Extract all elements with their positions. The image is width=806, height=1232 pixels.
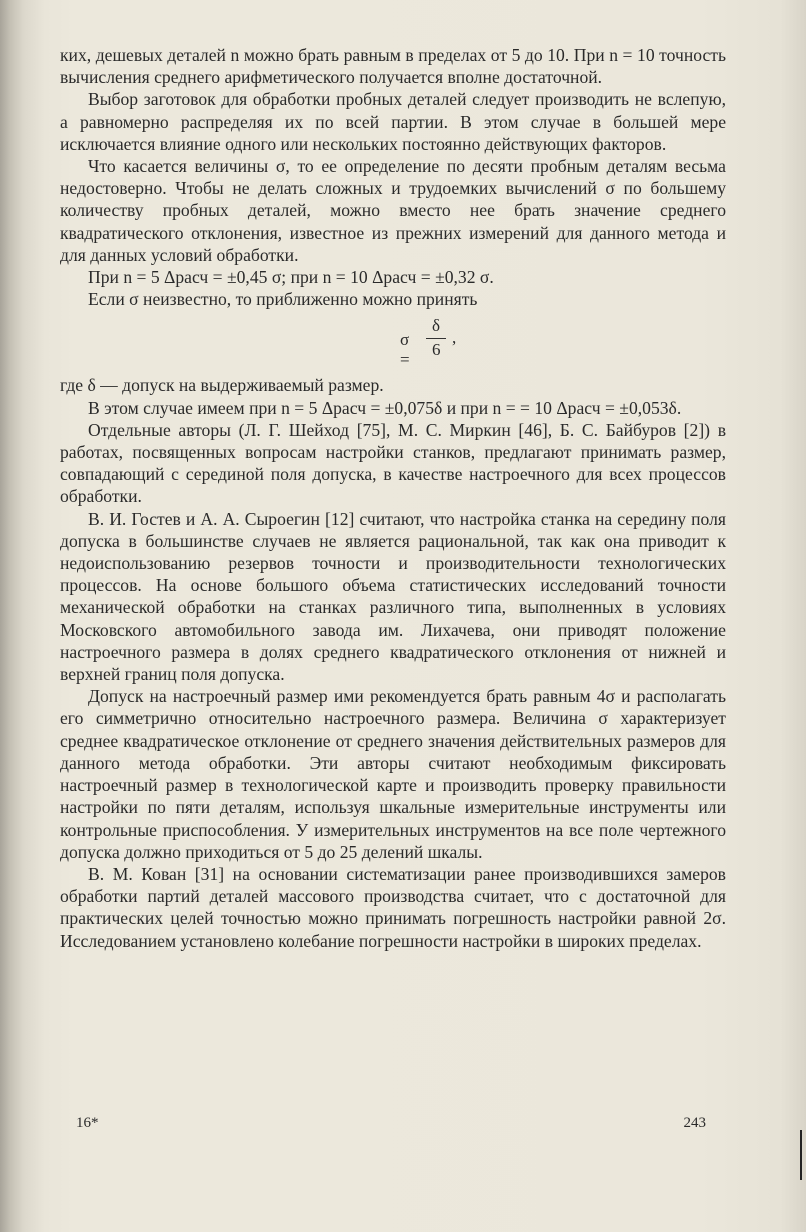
paragraph-delta-def: где δ — допуск на выдерживаемый размер. — [60, 375, 384, 396]
paragraph-blank-selection: Выбор заготовок для обработки пробных деталей следует производить не вслепую, а равномерно распределяя их по всей партии. В этом случае в большей мере исключается влияние одного или нескольких постоянно действующих факторов. — [60, 89, 726, 154]
formula-denominator: 6 — [432, 340, 441, 360]
paragraph-sigma-unknown: Если σ неизвестно, то приближенно можно принять — [88, 289, 478, 310]
paragraph-gostev: В. И. Гостев и А. А. Сыроегин [12] считают, что настройка станка на середину поля допуска в большинстве случаев не является рациональной, так как она приводит к недоиспользованию резервов точности и производительности технологических процессов. На основе большого объема статистических исследований точности механической обработки на станках различного типа, выполненных в условиях Московского автомобильного завода им. Лихачева, они приводят положение настроечного размера в долях среднего квадратического отклонения от нижней и верхней границ поля допуска. — [60, 508, 726, 685]
formula-trail: , — [452, 328, 457, 348]
paragraph-tolerance: Допуск на настроечный размер ими рекомендуется брать равным 4σ и располагать его симметрично относительно настроечного размера. Величина σ характеризует среднее квадратическое отклонение от среднего значения действительных размеров для данного метода обработки. Эти авторы считают необходимым фиксировать настроечный размер в технологической карте и производить проверку правильности настройки по пяти деталям, используя шкальные измерительные инструменты или контрольные приспособления. У измерительных инструментов на все поле чертежного допуска должно приходиться от 5 до 25 делений шкалы. — [60, 686, 726, 862]
paragraph-authors: Отдельные авторы (Л. Г. Шейход [75], М. С. Миркин [46], Б. С. Байбуров [2]) в работах, посвященных вопросам настройки станков, предлагают принимать размер, совпадающий с серединой поля допуска, в качестве настроечного для всех процессов обработки. — [60, 419, 726, 507]
paragraph-sigma: Что касается величины σ, то ее определение по десяти пробным деталям весьма недостоверно. Чтобы не делать сложных и трудоемких вычислений σ по большему количеству пробных деталей, можно вместо нее брать значение среднего квадратического отклонения, известное из прежних измерений для данного метода и для данных условий обработки. — [60, 156, 726, 265]
page-body — [60, 44, 726, 952]
paragraph-kovan: В. М. Кован [31] на основании систематизации ранее производившихся замеров обработки партий деталей массового производства считает, что с достаточной для практических целей точностью можно принимать погрешность настройки равной 2σ. Исследованием установлено колебание погрешности настройки в широких пределах. — [60, 863, 726, 951]
paragraph-case-values: В этом случае имеем при n = 5 Δрасч = ±0,075δ и при n = = 10 Δрасч = ±0,053δ. — [88, 397, 682, 418]
formula-numerator: δ — [432, 316, 441, 336]
page-edge-shadow — [800, 1130, 802, 1180]
page-number: 243 — [683, 1115, 706, 1131]
paragraph-continuation: ких, дешевых деталей n можно брать равным в пределах от 5 до 10. При n = 10 точность вычисления среднего арифметического получается вполне достаточной. — [60, 45, 726, 88]
fraction-bar — [426, 338, 446, 339]
paragraph-delta-values: При n = 5 Δрасч = ±0,45 σ; при n = 10 Δрасч = ±0,32 σ. — [88, 267, 494, 288]
formula-lhs: σ = — [400, 330, 410, 370]
signature-mark: 16* — [76, 1115, 99, 1131]
formula-sigma — [60, 310, 726, 374]
